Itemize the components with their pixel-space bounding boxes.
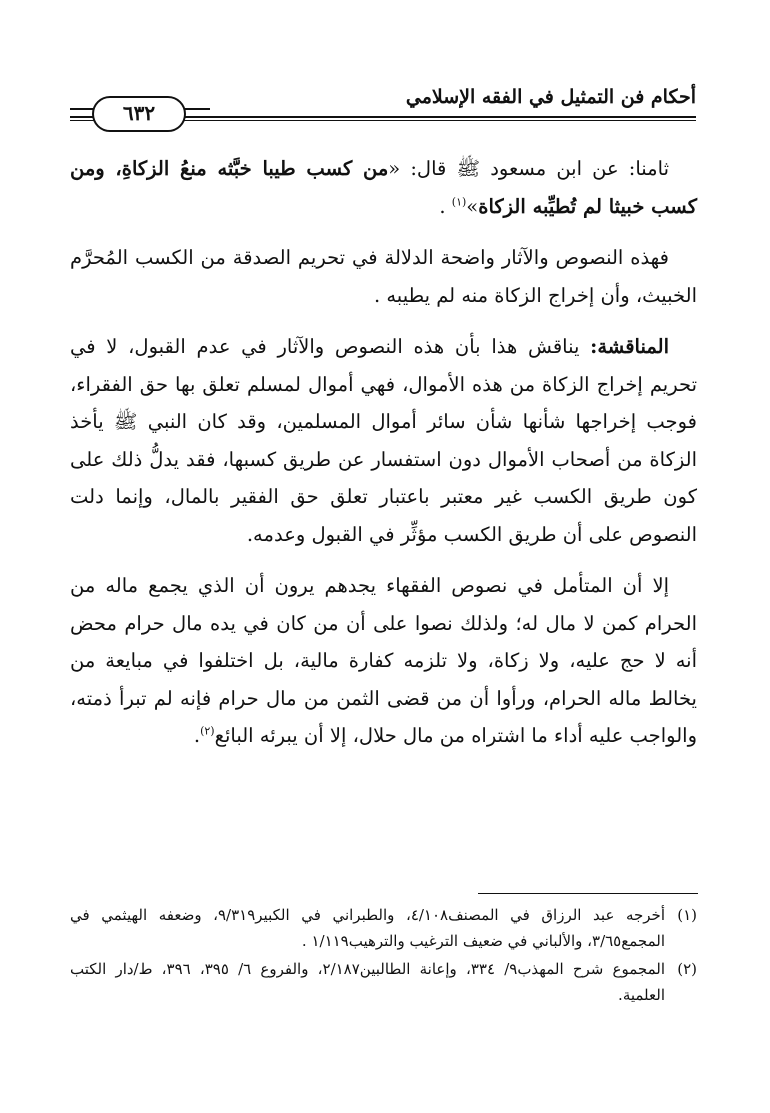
footnote-2 [70,956,697,1008]
paragraph-4-text: إلا أن المتأمل في نصوص الفقهاء يجدهم يرون أن الذي يجمع ماله من الحرام كمن لا مال له؛ ولذلك نصوا على أن من كان في يده مال حرام محض أنه لا حج عليه، ولا زكاة، ولا تلزمه كفارة مالية، بل اختلفوا في مبايعة من يخالط ماله الحرام، ورأوا أن من قضى الثمن من مال حرام فإنه لم تبرأ ذمته، والواجب عليه أداء ما اشتراه من مال حلال، إلا أن يبرئه البائع [70,574,697,747]
quote-close: » [466,194,479,218]
footnote-mark-2: (٢) [200,724,215,738]
main-text [70,150,697,769]
paragraph-4-tail: . [193,724,201,747]
paragraph-3-text: يناقش هذا بأن هذه النصوص والآثار في عدم القبول، لا في تحريم إخراج الزكاة من هذه الأموال، فهي أموال لمسلم تعلق بها حق الفقراء، فوجب إخراجها شأنها شأن سائر أموال المسلمين، وقد كان النبي ﷺ يأخذ الزكاة من أصحاب الأموال دون استفسار عن طريق كسبها، فقد يدلُّ ذلك على كون طريق الكسب غير معتبر باعتبار تعلق حق الفقير بالمال، وإنما دلت النصوص على أن طريق الكسب مؤثِّر في القبول وعدمه. [70,335,697,546]
running-title: أحكام فن التمثيل في الفقه الإسلامي [405,86,696,108]
page-number: ٦٣٢ [92,96,186,132]
footnote-2-text: المجموع شرح المهذب٩/ ٣٣٤، وإعانة الطالبين٢/١٨٧، والفروع ٦/ ٣٩٥، ٣٩٦، ط/دار الكتب العلمية. [70,960,666,1004]
hadith-quote: من كسب طيبا خبَّثه منعُ الزكاةِ، ومن كسب خبيثا لم تُطيِّبه الزكاة [70,157,697,218]
footnote-separator [478,893,698,894]
discussion-label: المناقشة: [590,335,669,358]
paragraph-2: فهذه النصوص والآثار واضحة الدلالة في تحريم الصدقة من الكسب المُحرَّم الخبيث، وأن إخراج الزكاة منه لم يطيبه . [70,246,697,307]
footnote-1-number: (١) [677,906,697,924]
footnotes [70,902,697,1010]
paragraph-1 [70,150,697,225]
paragraph-3 [70,328,697,553]
footnote-1-text: أخرجه عبد الرزاق في المصنف٤/١٠٨، والطبراني في الكبير٩/٣١٩، وضعفه الهيثمي في المجمع٣/٦٥، والألباني في ضعيف الترغيب والترهيب١/١١٩ . [70,906,665,950]
footnote-mark-1: (١) [451,195,467,208]
page-number-tail-left [70,108,94,110]
paragraph-4 [70,567,697,755]
footnote-1 [70,902,697,954]
paragraph-1-lead: ثامنا: عن ابن مسعود ﷺ قال: « [388,157,669,180]
page-header [70,78,696,128]
footnote-2-number: (٢) [677,960,697,978]
paragraph-1-tail: . [439,194,452,218]
